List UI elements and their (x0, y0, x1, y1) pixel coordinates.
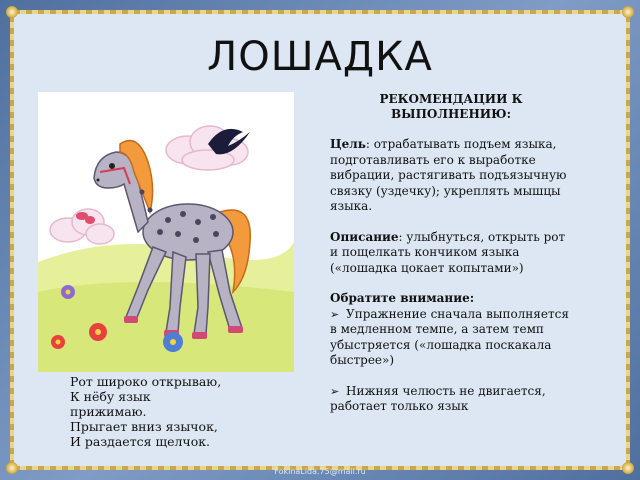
note-paragraph (330, 291, 572, 307)
recommendations-panel (330, 92, 572, 415)
note-label: Обратите внимание (330, 291, 470, 305)
goal-label: Цель (330, 137, 366, 151)
note-colon: : (469, 291, 475, 305)
footer-email: FokinaLida.75@mail.ru (274, 467, 366, 476)
description-text: : улыбнуться, открыть рот и пощелкать кончиком языка («лошадка цокает копытами») (330, 229, 566, 275)
bullet-item (330, 384, 572, 415)
decorative-border-top (14, 10, 626, 14)
corner-ornament-icon (622, 6, 634, 18)
flower-icon (61, 285, 75, 299)
recommendations-title: РЕКОМЕНДАЦИИ К ВЫПОЛНЕНИЮ: (379, 92, 523, 121)
flower-icon (51, 335, 65, 349)
bullet-item (330, 307, 572, 369)
horse-illustration (38, 92, 294, 372)
goal-paragraph (330, 137, 572, 215)
description-label: Описание (330, 229, 399, 244)
corner-ornament-icon (6, 6, 18, 18)
decorative-border-left (10, 14, 14, 466)
arrow-bullet-icon: ➢ (330, 384, 340, 398)
slide-title: ЛОШАДКА (207, 34, 433, 80)
arrow-bullet-icon: ➢ (330, 307, 340, 321)
bullet-text: Нижняя челюсть не двигается, работает только язык (330, 383, 546, 413)
poem-text: Рот широко открываю, К нёбу язык прижимаю. Прыгает вниз язычок, И раздается щелчок. (70, 374, 222, 449)
goal-text: : отрабатывать подъем языка, подготавливать его к выработке вибрации, растягивать подъязычную связку (уздечку); укреплять мышцы языка. (330, 137, 567, 213)
description-paragraph (330, 230, 572, 277)
decorative-border-right (626, 14, 630, 466)
horse-illustration-svg (38, 92, 294, 372)
flower-icon (89, 323, 107, 341)
flower-icon (163, 332, 183, 352)
bullet-text: Упражнение сначала выполняется в медленном темпе, а затем темп убыстряется («лошадка поскакала быстрее») (330, 306, 569, 367)
